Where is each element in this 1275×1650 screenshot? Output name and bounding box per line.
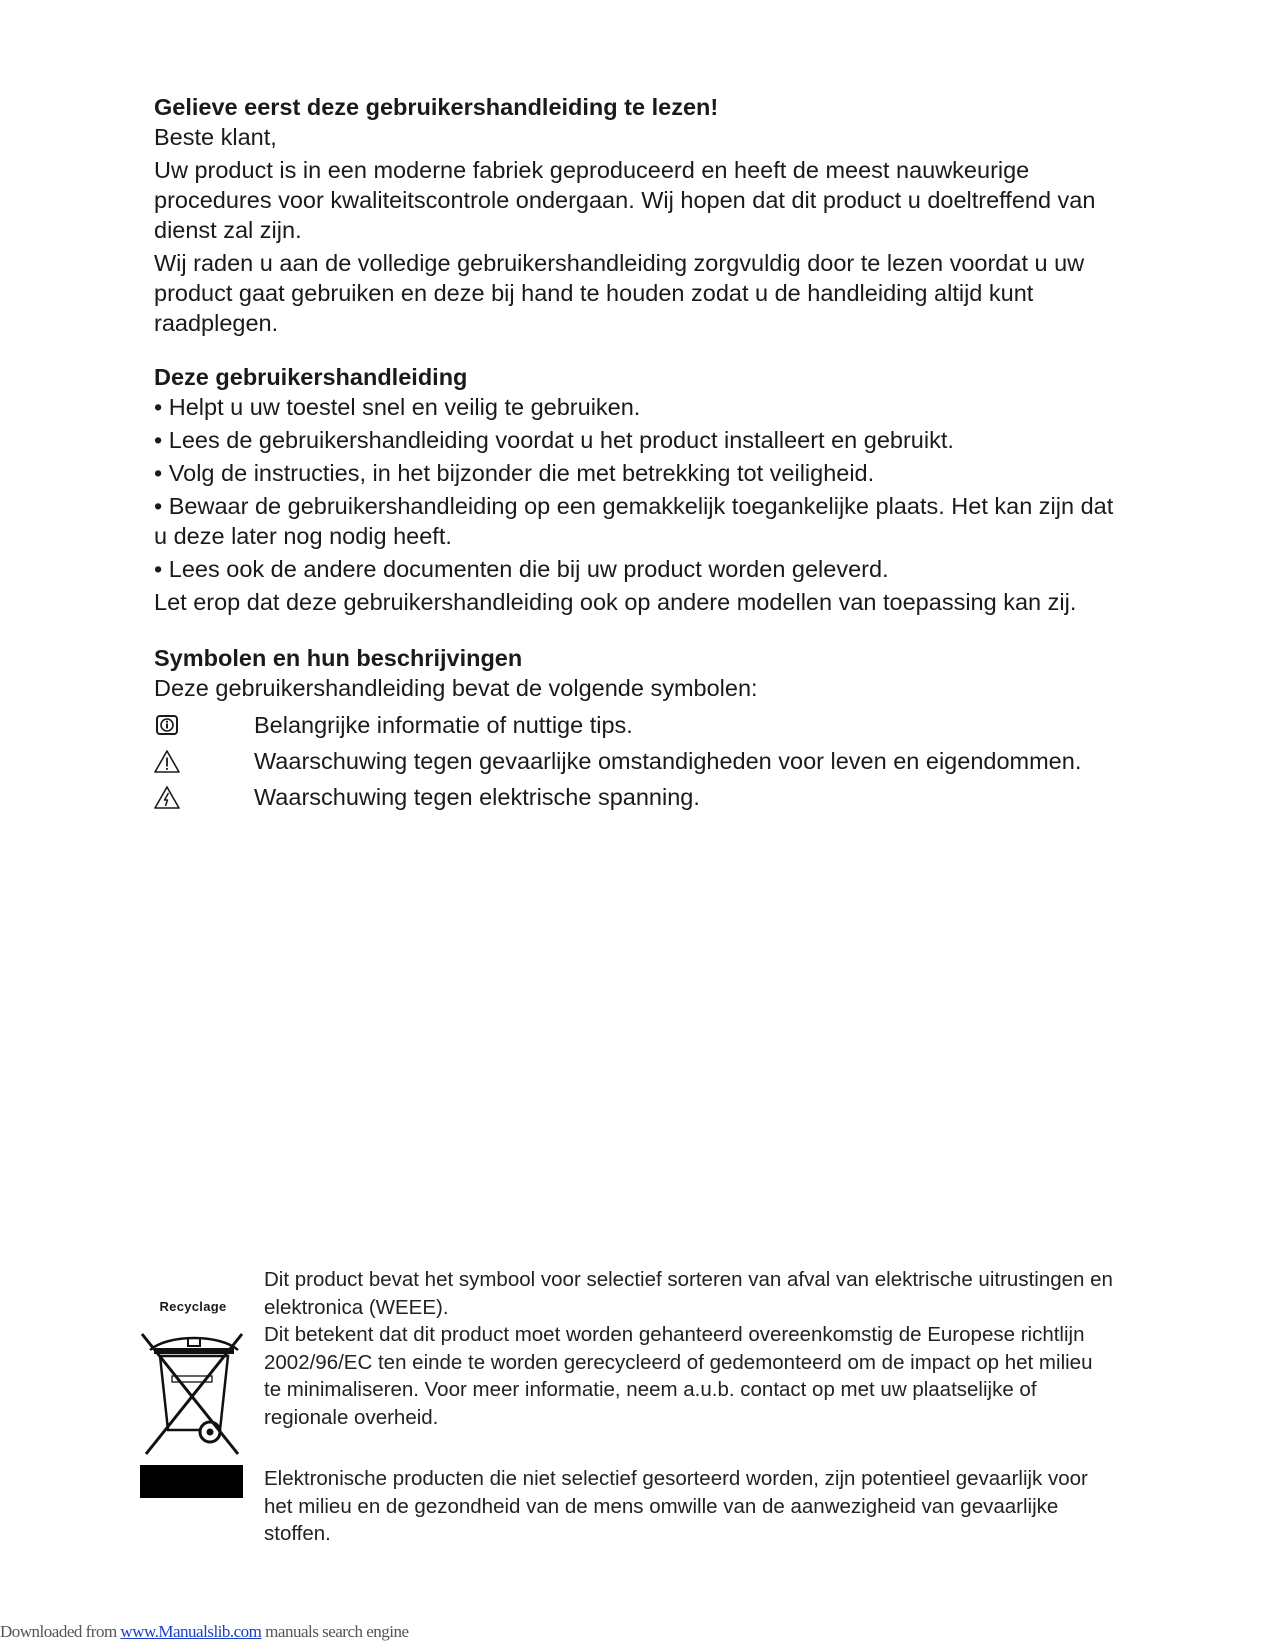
intro-paragraph-2: Wij raden u aan de volledige gebruikershandleiding zorgvuldig door te lezen voordat u uw product gaat gebruiken en deze bij hand te houden zodat u de handleiding altijd kunt raadplegen. bbox=[154, 250, 1085, 336]
page-title: Gelieve eerst deze gebruikershandleiding te lezen! bbox=[154, 94, 719, 120]
bullet-item: • Volg de instructies, in het bijzonder die met betrekking tot veiligheid. bbox=[154, 460, 875, 486]
bullet-item: • Bewaar de gebruikershandleiding op een gemakkelijk toegankelijke plaats. Het kan zijn dat u deze later nog nodig heeft. bbox=[154, 493, 1114, 549]
manual-section bbox=[154, 362, 1114, 617]
symbols-intro: Deze gebruikershandleiding bevat de volgende symbolen: bbox=[154, 675, 758, 701]
crossed-out-bin-icon bbox=[138, 1314, 250, 1459]
section-heading: Symbolen en hun beschrijvingen bbox=[154, 645, 523, 671]
black-bar bbox=[140, 1465, 243, 1498]
intro-paragraph-1: Uw product is in een moderne fabriek geproduceerd en heeft de meest nauwkeurige procedures voor kwaliteitscontrole ondergaan. Wij hopen dat dit product u doeltreffend van dienst zal zijn. bbox=[154, 157, 1096, 243]
manual-note: Let erop dat deze gebruikershandleiding ook op andere modellen van toepassing kan zij. bbox=[154, 589, 1077, 615]
greeting: Beste klant, bbox=[154, 124, 277, 150]
info-icon bbox=[154, 713, 180, 739]
recycle-label: Recyclage bbox=[159, 1299, 227, 1314]
footer-prefix: Downloaded from bbox=[0, 1622, 117, 1641]
bullet-item: • Lees de gebruikershandleiding voordat u het product installeert en gebruikt. bbox=[154, 427, 954, 453]
bullet-item: • Helpt u uw toestel snel en veilig te gebruiken. bbox=[154, 394, 641, 420]
weee-paragraph-2: Dit betekent dat dit product moet worden gehanteerd overeenkomstig de Europese richtlijn 2002/96/EC ten einde te worden gerecycleerd of gedemonteerd om de impact op het milieu te minimaliseren. Voor meer informatie, neem a.u.b. contact op met uw plaatselijke of regionale overheid. bbox=[264, 1323, 1093, 1429]
symbols-section bbox=[154, 643, 1114, 703]
manualslib-link[interactable]: www.Manualslib.com bbox=[120, 1622, 262, 1641]
download-footer bbox=[0, 1622, 409, 1642]
symbol-description: Waarschuwing tegen elektrische spanning. bbox=[254, 784, 700, 810]
warning-icon bbox=[154, 749, 180, 775]
symbol-description: Belangrijke informatie of nuttige tips. bbox=[254, 712, 633, 738]
weee-paragraph-1: Dit product bevat het symbool voor selectief sorteren van afval van elektrische uitrustingen en elektronica (WEEE). bbox=[264, 1268, 1113, 1319]
electric-warning-icon bbox=[154, 785, 180, 811]
section-heading: Deze gebruikershandleiding bbox=[154, 364, 468, 390]
weee-paragraph-3: Elektronische producten die niet selectief gesorteerd worden, zijn potentieel gevaarlijk voor het milieu en de gezondheid van de mens omwille van de aanwezigheid van gevaarlijke stoffen. bbox=[264, 1467, 1088, 1545]
bullet-item: • Lees ook de andere documenten die bij uw product worden geleverd. bbox=[154, 556, 889, 582]
footer-suffix: manuals search engine bbox=[265, 1622, 409, 1641]
intro-section bbox=[154, 92, 1114, 338]
symbol-description: Waarschuwing tegen gevaarlijke omstandigheden voor leven en eigendommen. bbox=[254, 748, 1082, 774]
